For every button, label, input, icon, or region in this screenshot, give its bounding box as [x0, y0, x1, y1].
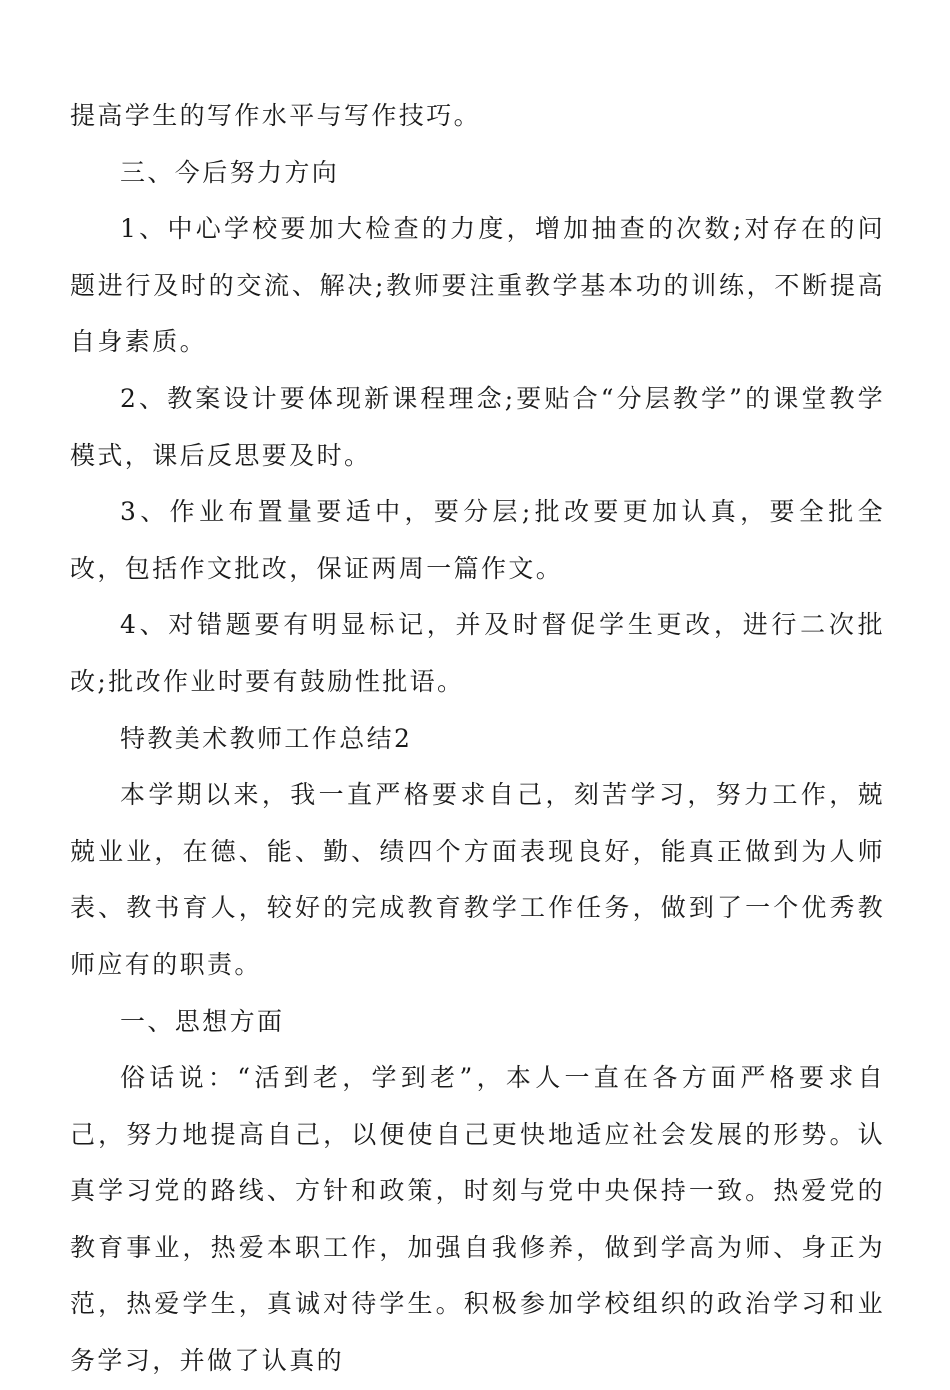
paragraph-item-2: 2、教案设计要体现新课程理念;要贴合“分层教学”的课堂教学模式，课后反思要及时。 — [70, 383, 885, 470]
paragraph-item-1: 1、中心学校要加大检查的力度，增加抽查的次数;对存在的问题进行及时的交流、解决;教师要注重教学基本功的训练，不断提高自身素质。 — [70, 214, 885, 357]
paragraph-thought: 俗话说：“活到老，学到老”，本人一直在各方面严格要求自己，努力地提高自己，以便使自己更快地适应社会发展的形势。认真学习党的路线、方针和政策，时刻与党中央保持一致。热爱党的教育事业，热爱本职工作，加强自我修养，做到学高为师、身正为范，热爱学生，真诚对待学生。积极参加学校组织的政治学习和业务学习，并做了认真的 — [70, 1063, 885, 1376]
paragraph-item-4: 4、对错题要有明显标记，并及时督促学生更改，进行二次批改;批改作业时要有鼓励性批语。 — [70, 610, 885, 696]
section-heading-future-direction: 三、今后努力方向 — [120, 157, 340, 187]
paragraph-continuation: 提高学生的写作水平与写作技巧。 — [70, 101, 482, 130]
paragraph-item-3: 3、作业布置量要适中，要分层;批改要更加认真，要全批全改，包括作文批改，保证两周一篇作文。 — [70, 497, 885, 583]
section-heading-thought: 一、思想方面 — [120, 1006, 285, 1036]
paragraph-intro: 本学期以来，我一直严格要求自己，刻苦学习，努力工作，兢兢业业，在德、能、勤、绩四个方面表现良好，能真正做到为人师表、教书育人，较好的完成教育教学工作任务，做到了一个优秀教师应有的职责。 — [70, 780, 885, 979]
document-title-summary-2: 特教美术教师工作总结2 — [120, 723, 413, 753]
document-body — [70, 88, 885, 1390]
